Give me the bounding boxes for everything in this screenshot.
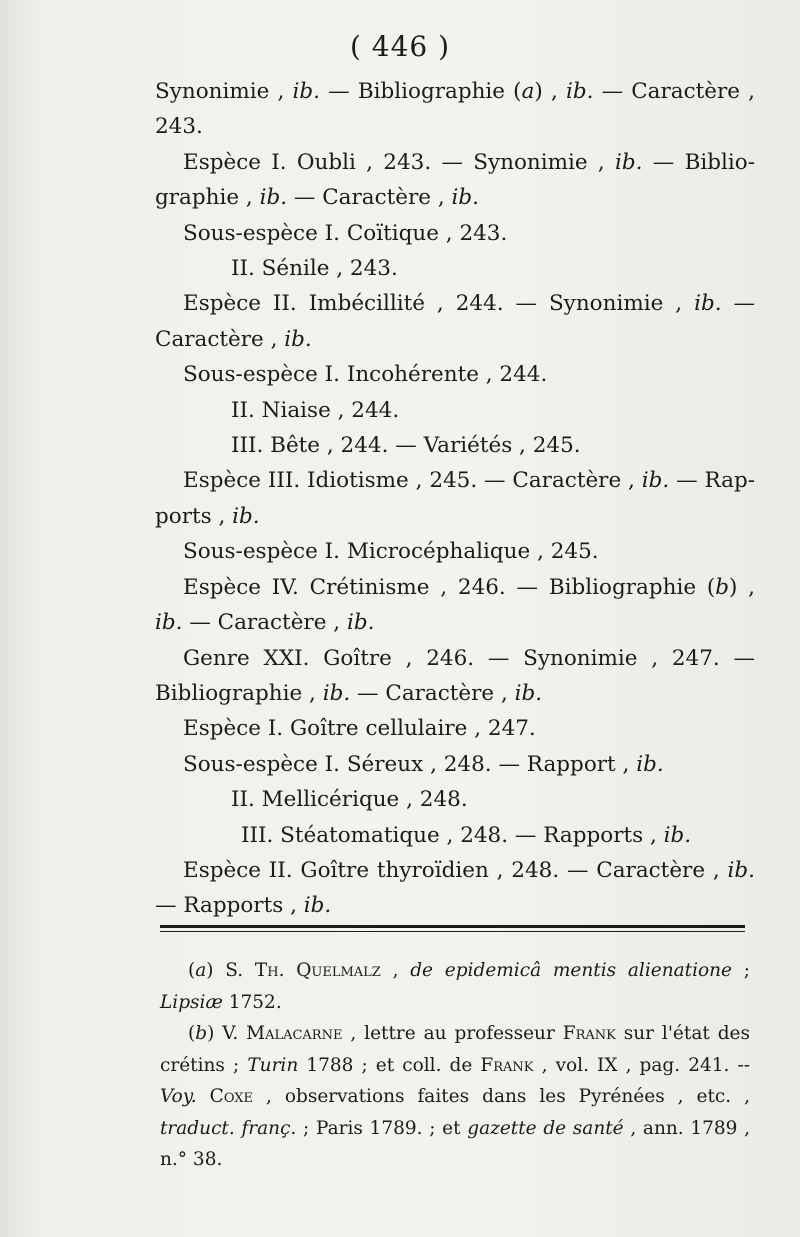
text-segment: Sous-espèce I. Microcéphalique , 245.: [183, 539, 599, 565]
text-segment: ib.: [451, 185, 479, 211]
footnote-divider-thick: [160, 925, 745, 928]
text-segment: Espèce II. Goître thyroïdien , 248. — Caractère ,: [183, 857, 728, 883]
text-segment: Espèce III. Idiotisme , 245. — Caractère ,: [183, 468, 642, 494]
text-segment: ib.: [284, 326, 312, 352]
text-segment: — Bibliographie (: [320, 79, 522, 104]
text-line: [155, 286, 755, 321]
text-segment: ,: [380, 960, 411, 981]
text-line: [155, 109, 755, 144]
text-line: [155, 322, 755, 357]
text-segment: b: [195, 1023, 208, 1044]
text-line: [155, 676, 755, 711]
text-segment: Lipsiæ: [160, 991, 223, 1013]
text-line: [155, 534, 755, 569]
text-segment: ib.: [727, 857, 755, 883]
page-number: ( 446 ): [349, 30, 451, 63]
text-segment: —: [721, 291, 755, 317]
text-segment: ports ,: [155, 503, 233, 529]
text-segment: Synonimie ,: [155, 79, 293, 104]
text-line: [155, 145, 755, 180]
text-segment: Sous-espèce I. Incohérente , 244.: [183, 362, 548, 388]
text-segment: — Rap-: [669, 468, 756, 494]
text-segment: — Biblio-: [642, 149, 755, 175]
text-line: [155, 180, 755, 215]
text-line: [155, 357, 755, 392]
text-line: [155, 74, 755, 109]
text-segment: , lettre au professeur: [342, 1023, 563, 1044]
text-segment: Frank: [562, 1023, 616, 1044]
text-line: [155, 605, 755, 640]
text-segment: ib.: [636, 751, 664, 777]
footnote-divider-thin: [160, 931, 745, 932]
text-segment: Espèce IV. Crétinisme , 246. — Bibliographie (: [183, 574, 716, 600]
text-segment: — Caractère ,: [593, 79, 755, 104]
text-segment: ; Paris 1789. ; et: [296, 1117, 468, 1139]
text-segment: — Rapports ,: [155, 893, 304, 919]
text-segment: III. Bête , 244. — Variétés , 245.: [231, 433, 581, 459]
text-segment: Espèce I. Goître cellulaire , 247.: [183, 716, 536, 742]
text-segment: Malacarne: [246, 1023, 343, 1044]
text-segment: a: [195, 960, 207, 981]
text-line: [155, 853, 755, 888]
text-segment: II. Niaise , 244.: [231, 397, 400, 423]
text-segment: ib.: [259, 185, 288, 211]
text-segment: traduct. franç.: [160, 1117, 297, 1139]
text-segment: Bibliographie ,: [155, 680, 323, 706]
text-line: [155, 782, 755, 817]
text-segment: Genre XXI. Goître , 246. — Synonimie , 247. —: [183, 645, 755, 671]
text-segment: , vol. IX , pag. 241. --: [533, 1054, 750, 1076]
text-segment: ib.: [565, 79, 594, 104]
text-line: [155, 641, 755, 676]
text-segment: Espèce II. Imbécillité , 244. — Synonimie ,: [183, 291, 695, 317]
text-segment: Caractère ,: [155, 326, 285, 352]
text-segment: Coxe: [209, 1086, 254, 1107]
text-line: [155, 747, 755, 782]
text-segment: Sous-espèce I. Séreux , 248. — Rapport ,: [183, 751, 637, 777]
text-segment: II. Mellicérique , 248.: [231, 787, 468, 813]
text-segment: ) V.: [207, 1023, 247, 1044]
table-of-contents-text: [155, 74, 755, 924]
text-segment: — Caractère ,: [350, 680, 515, 706]
text-line: [155, 499, 755, 534]
text-segment: [197, 1086, 210, 1107]
text-segment: ib.: [514, 680, 543, 706]
text-line: [155, 393, 755, 428]
text-segment: ib.: [322, 680, 351, 706]
footnote: [160, 1018, 750, 1176]
text-segment: 243.: [155, 114, 203, 140]
text-line: [155, 251, 755, 286]
text-line: [155, 818, 755, 853]
text-segment: ib.: [694, 291, 722, 317]
text-segment: , observations faites dans les Pyrénées , etc. ,: [253, 1086, 750, 1107]
text-segment: ;: [732, 960, 750, 981]
text-segment: — Caractère ,: [287, 185, 452, 211]
text-segment: ib.: [641, 468, 670, 494]
text-segment: ) ,: [534, 79, 566, 104]
text-segment: II. Sénile , 243.: [231, 256, 398, 282]
text-line: [155, 711, 755, 746]
text-segment: Frank: [480, 1054, 534, 1076]
text-segment: ) ,: [728, 574, 755, 600]
text-segment: Espèce I. Oubli , 243. — Synonimie ,: [183, 149, 616, 175]
text-segment: Turin: [247, 1054, 299, 1076]
text-segment: ): [206, 960, 226, 981]
text-segment: (: [188, 960, 196, 981]
text-line: [155, 463, 755, 498]
text-segment: b: [715, 574, 729, 600]
text-segment: ib.: [615, 149, 643, 175]
text-line: [155, 570, 755, 605]
text-segment: a: [521, 79, 535, 104]
text-segment: ib.: [292, 79, 321, 104]
text-segment: ib.: [155, 610, 183, 636]
text-segment: graphie ,: [155, 185, 260, 211]
text-segment: III. Stéatomatique , 248. — Rapports ,: [241, 822, 664, 848]
text-segment: gazette de santé: [467, 1117, 624, 1139]
text-segment: S. Th. Quelmalz: [225, 960, 381, 981]
text-segment: 1752.: [222, 991, 282, 1013]
text-segment: (: [188, 1023, 196, 1044]
text-segment: sur l'état des crétins ;: [160, 1023, 750, 1076]
text-segment: ib.: [232, 503, 260, 529]
text-line: [155, 216, 755, 251]
text-segment: — Caractère ,: [182, 610, 347, 636]
text-segment: 1788 ; et coll. de: [298, 1054, 481, 1076]
text-line: [155, 888, 755, 923]
footnote: [160, 955, 750, 1018]
text-segment: ib.: [346, 610, 375, 636]
text-segment: Sous-espèce I. Coïtique , 243.: [183, 220, 508, 246]
text-segment: Voy.: [160, 1086, 197, 1107]
footnotes: [160, 955, 750, 1176]
text-segment: , ann. 1789 , n.° 38.: [160, 1117, 751, 1170]
text-segment: ib.: [303, 893, 332, 919]
text-segment: ib.: [663, 822, 692, 848]
text-segment: de epidemicâ mentis alienatione: [410, 960, 732, 981]
text-line: [155, 428, 755, 463]
